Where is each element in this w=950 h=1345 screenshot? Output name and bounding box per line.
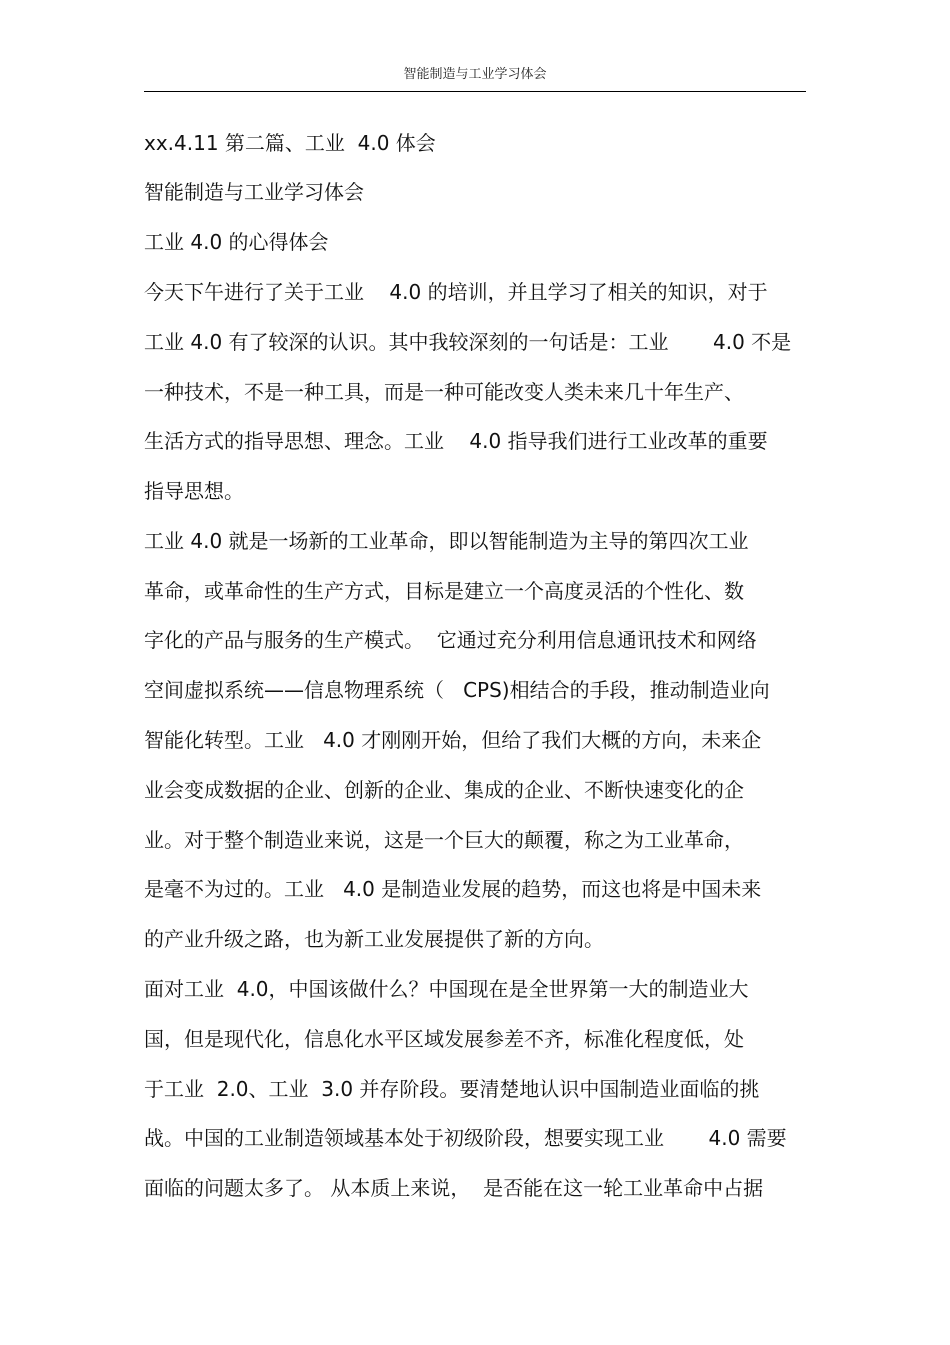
doc-section-heading: 工业 4.0 的心得体会 (144, 230, 329, 254)
paragraph-line: 面对工业 4.0，中国该做什么？中国现在是全世界第一大的制造业大 (144, 977, 749, 1001)
paragraph-line: 于工业 2.0、工业 3.0 并存阶段。要清楚地认识中国制造业面临的挑 (144, 1077, 760, 1101)
paragraph-line: 生活方式的指导思想、理念。工业 4.0 指导我们进行工业改革的重要 (144, 429, 768, 453)
page-header-title: 智能制造与工业学习体会 (403, 67, 547, 82)
paragraph-line: 战。中国的工业制造领域基本处于初级阶段，想要实现工业 4.0 需要 (144, 1126, 787, 1150)
paragraph-line: 国，但是现代化，信息化水平区域发展参差不齐，标准化程度低，处 (144, 1027, 744, 1051)
header-divider (144, 91, 806, 92)
paragraph-line: 面临的问题太多了。 从本质上来说， 是否能在这一轮工业革命中占据 (144, 1176, 764, 1200)
paragraph-line: 业会变成数据的企业、创新的企业、集成的企业、不断快速变化的企 (144, 778, 744, 802)
paragraph-line: 指导思想。 (144, 479, 244, 503)
paragraph-line: 是毫不为过的。工业 4.0 是制造业发展的趋势，而这也将是中国未来 (144, 877, 762, 901)
paragraph-line: 业。对于整个制造业来说，这是一个巨大的颠覆，称之为工业革命， (144, 828, 744, 852)
paragraph-line: 今天下午进行了关于工业 4.0 的培训，并且学习了相关的知识，对于 (144, 280, 768, 304)
doc-subtitle-line: 智能制造与工业学习体会 (144, 180, 364, 204)
paragraph-line: 工业 4.0 就是一场新的工业革命，即以智能制造为主导的第四次工业 (144, 529, 749, 553)
paragraph-line: 字化的产品与服务的生产模式。 它通过充分利用信息通讯技术和网络 (144, 628, 757, 652)
paragraph-line: 革命，或革命性的生产方式，目标是建立一个高度灵活的个性化、数 (144, 579, 744, 603)
paragraph-line: 工业 4.0 有了较深的认识。其中我较深刻的一句话是：工业 4.0 不是 (144, 330, 792, 354)
doc-title-line: xx.4.11 第二篇、工业 4.0 体会 (144, 131, 436, 155)
paragraph-line: 智能化转型。工业 4.0 才刚刚开始，但给了我们大概的方向，未来企 (144, 728, 762, 752)
paragraph-line: 的产业升级之路，也为新工业发展提供了新的方向。 (144, 927, 604, 951)
paragraph-line: 一种技术，不是一种工具，而是一种可能改变人类未来几十年生产、 (144, 380, 744, 404)
paragraph-line: 空间虚拟系统——信息物理系统（ CPS)相结合的手段，推动制造业向 (144, 678, 770, 702)
